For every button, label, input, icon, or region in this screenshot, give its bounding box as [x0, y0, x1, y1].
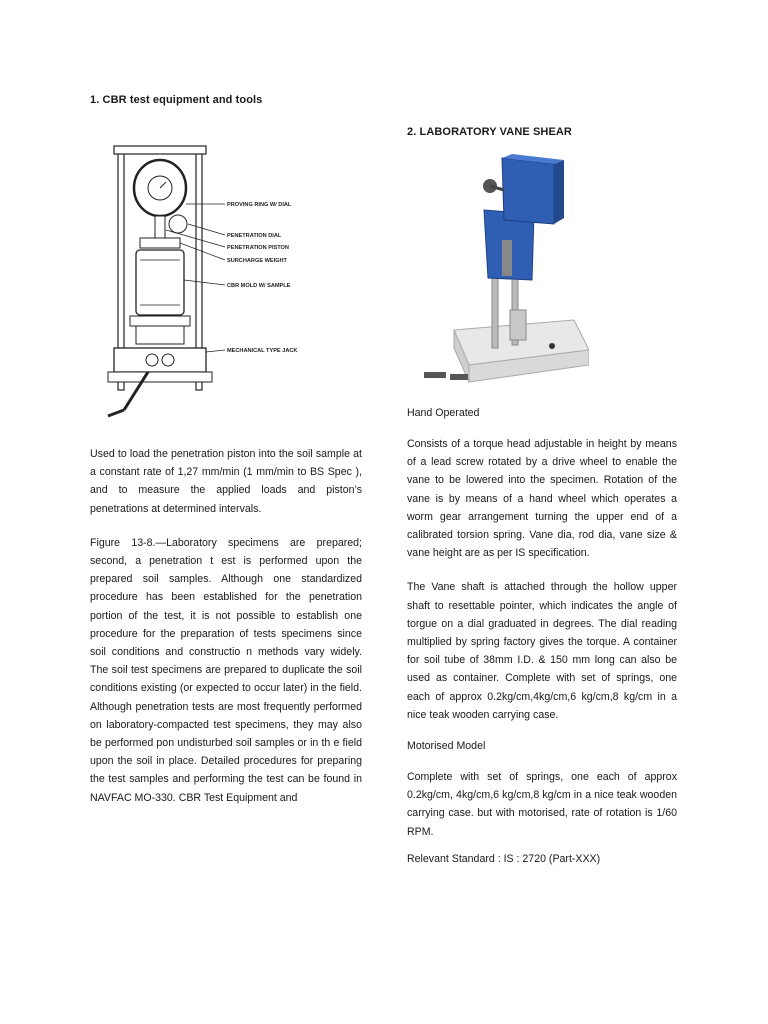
vane-shear-heading: 2. LABORATORY VANE SHEAR: [407, 126, 572, 138]
cbr-paragraph-2: Figure 13-8.—Laboratory specimens are prepared; second, a penetration t est is performed upon the prepared soil samples. Although one standardized procedure has been established for the penetration portion of the test, it is not possible to establish one procedure for the preparation of tests specimens since soil conditions and constructio n methods vary widely. The soil test specimens are prepared to duplicate the soil conditions existing (or expected to occur later) in the field. Although penetration tests are most frequently performed on laboratory-compacted test specimens, they may also be performed pon undisturbed soil samples or in th e field upon the soil in place. Detailed procedures for preparing the test samples and performing the test can be found in NAVFAC MO-330. CBR Test Equipment and: [90, 536, 362, 804]
label-surcharge-weight: SURCHARGE WEIGHT: [227, 258, 287, 264]
motorised-subheading: Motorised Model: [407, 740, 486, 753]
hand-operated-subheading: Hand Operated: [407, 407, 480, 419]
label-penetration-piston: PENETRATION PISTON: [227, 245, 289, 251]
vane-paragraph-1: Consists of a torque head adjustable in height by means of a lead screw rotated by a drive wheel to enable the vane to be lowered into the specimen. Rotation of the vane is by means of a hand wheel which operates a worm gear arrangement turning the upper end of a calibrated torsion spring. Vane dia, rod dia, vane size & vane height are as per IS specification.: [407, 438, 677, 560]
vane-paragraph-2: The Vane shaft is attached through the hollow upper shaft to resettable pointer, which indicates the angle of torgue on a dial graduated in degrees. The dial reading multiplied by spring factory gives the torque. A container for soil tube of 38mm I.D. & 150 mm long can also be used as container. Complete with set of springs, one each of approx 0.2kg/cm,4kg/cm,6 kg/cm,8 kg/cm in a nice teak wooden carrying case.: [407, 581, 677, 721]
vane-paragraph-3: Complete with set of springs, one each of approx 0.2kg/cm, 4kg/cm,6 kg/cm,8 kg/cm in a nice teak wooden carrying case. but with motorised, rate of rotation is 1/60 RPM.: [407, 771, 677, 838]
label-cbr-mold: CBR MOLD W/ SAMPLE: [227, 283, 291, 289]
label-proving-ring: PROVING RING W/ DIAL: [227, 202, 292, 208]
label-penetration-dial: PENETRATION DIAL: [227, 233, 282, 239]
cbr-equipment-figure: [100, 140, 340, 425]
relevant-standard: Relevant Standard : IS : 2720 (Part-XXX): [407, 852, 601, 865]
cbr-heading: 1. CBR test equipment and tools: [90, 94, 263, 106]
label-mechanical-jack: MECHANICAL TYPE JACK: [227, 348, 298, 354]
vane-shear-figure: [414, 150, 589, 395]
cbr-paragraph-1: Used to load the penetration piston into the soil sample at a constant rate of 1,27 mm/min (1 mm/min to BS Spec ), and to measure the applied loads and piston’s penetrations at determined intervals.: [90, 448, 362, 515]
